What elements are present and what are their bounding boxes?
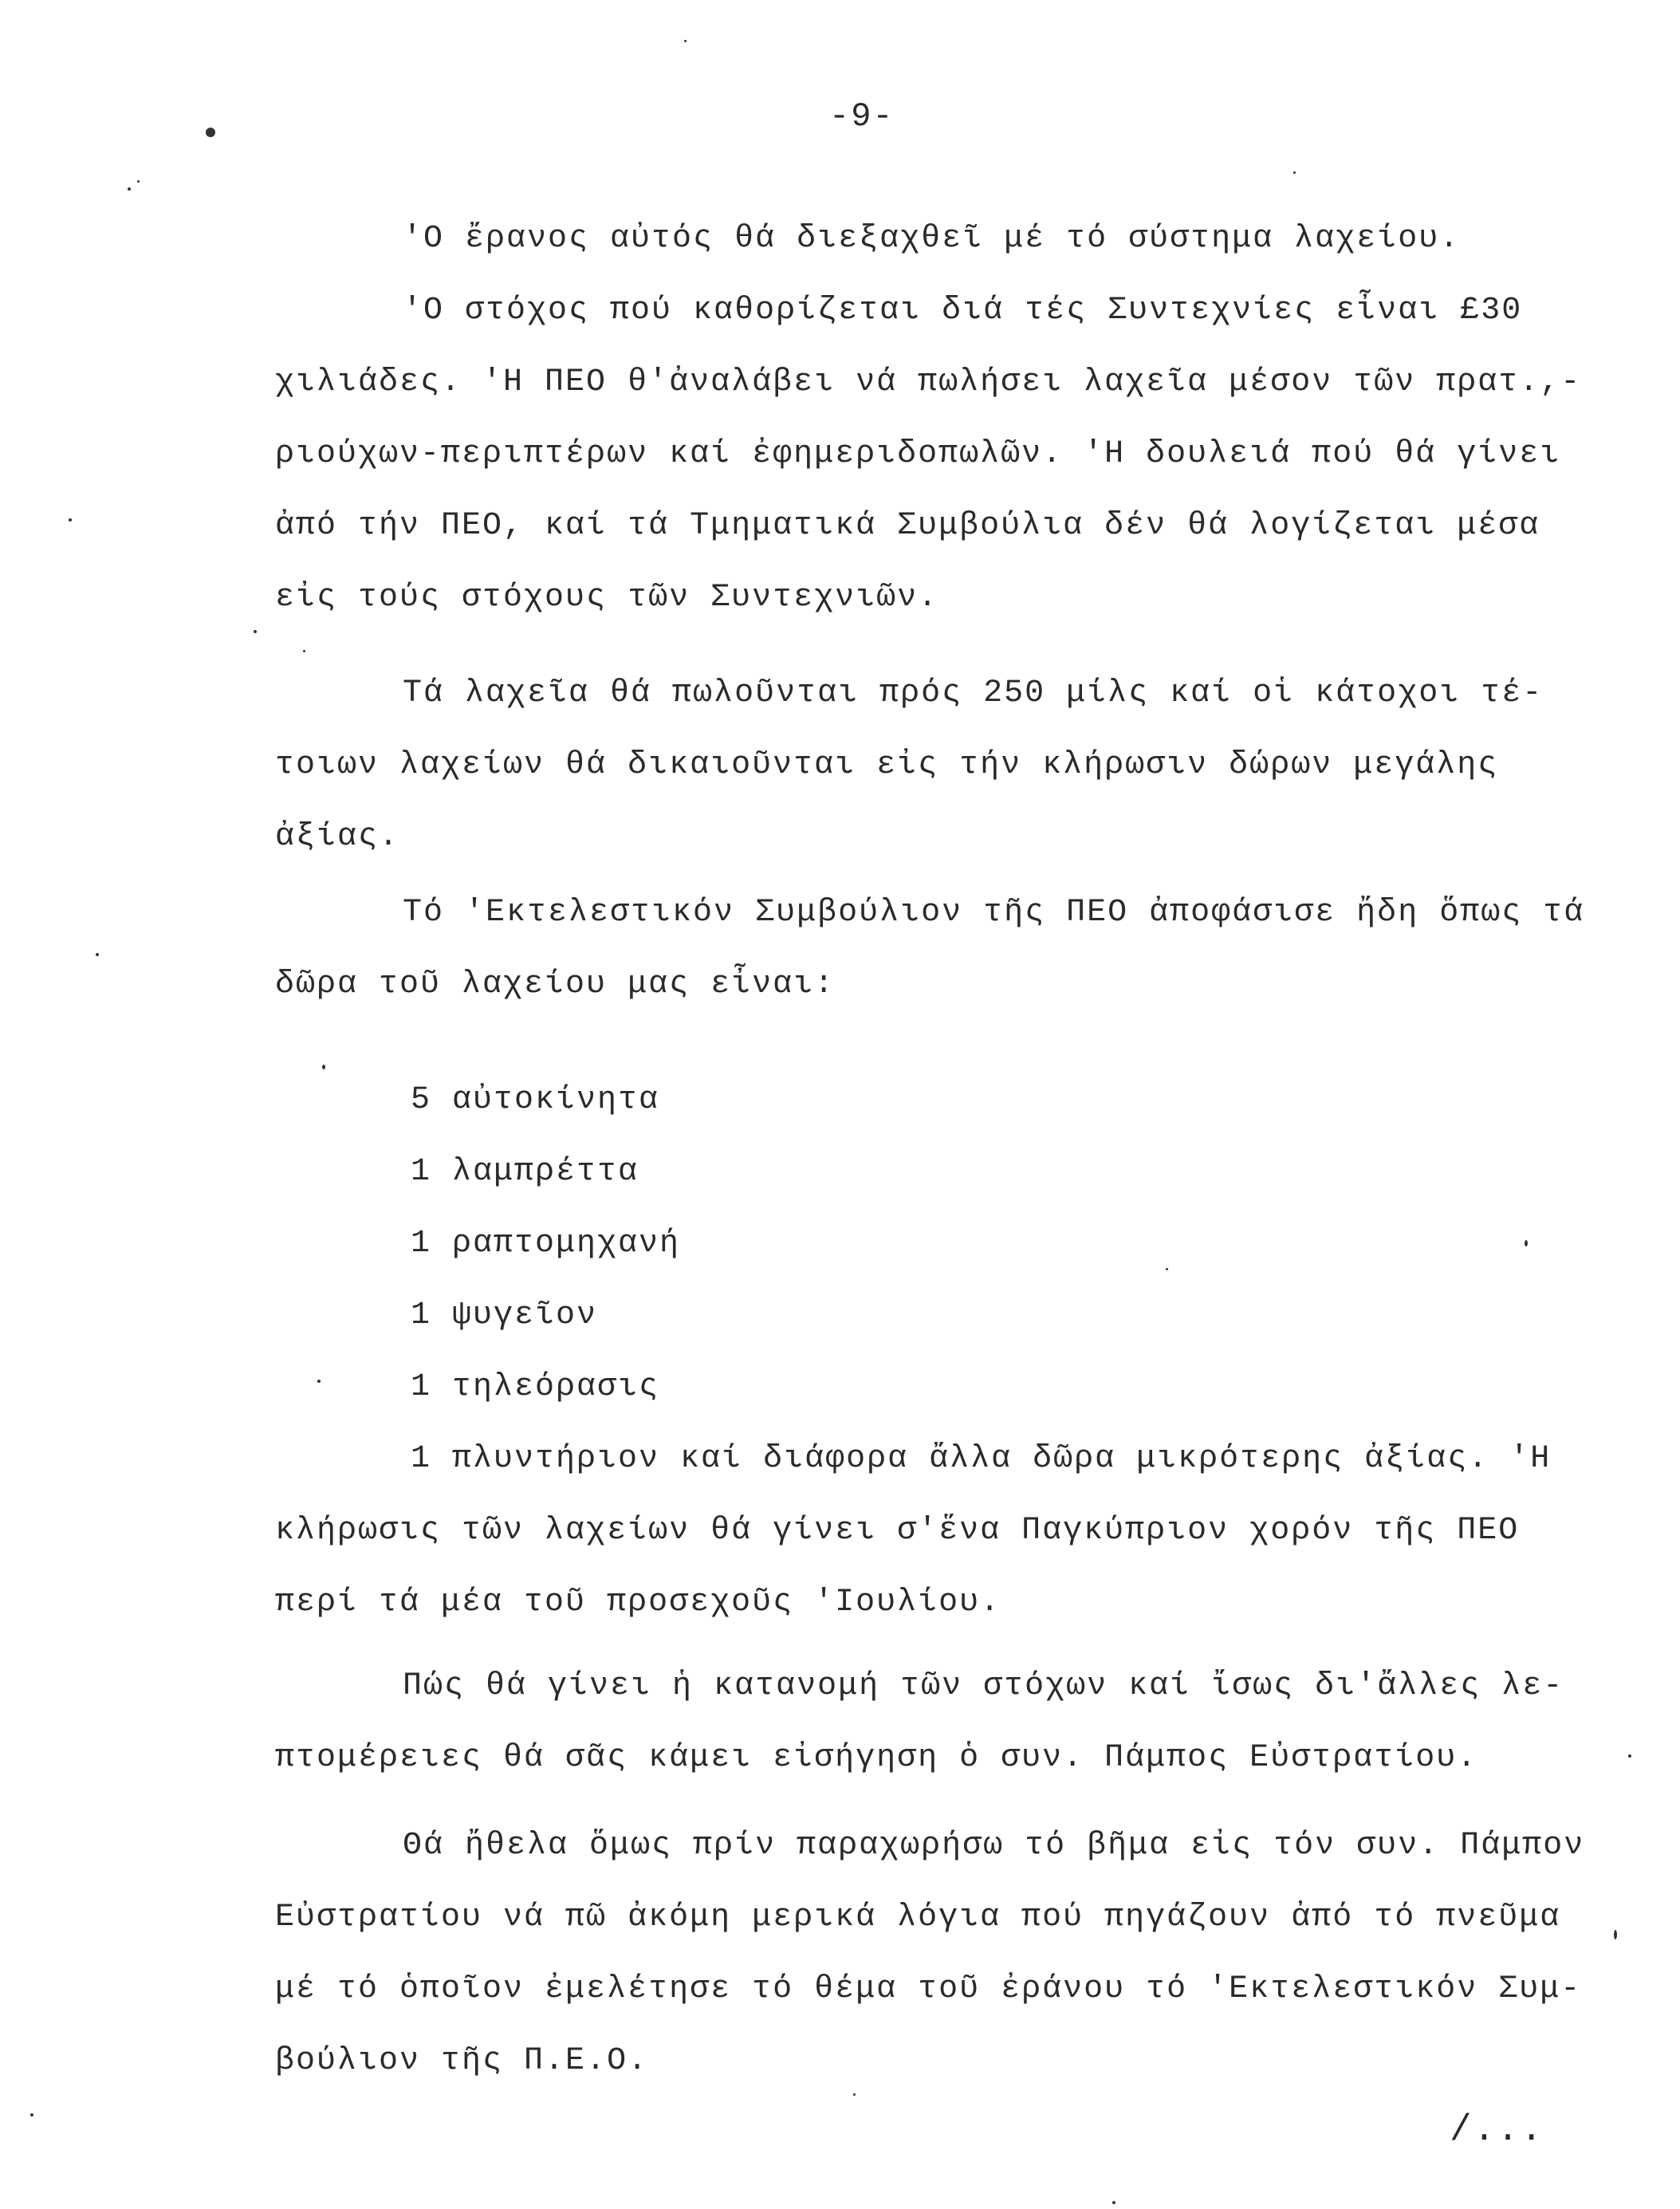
text-line: περί τά μέα τοῦ προσεχοῦς 'Ιουλίου.	[275, 1585, 1001, 1620]
prize-list-item: 1 ραπτομηχανή	[411, 1226, 681, 1262]
text-line: χιλιάδες. 'Η ΠΕΟ θ'ἀναλάβει νά πωλήσει λαχεῖα μέσον τῶν πρατ.,-	[275, 364, 1582, 400]
prize-list-item: 5 αὐτοκίνητα	[411, 1082, 660, 1118]
scan-speck	[254, 630, 257, 633]
scan-speck	[684, 40, 687, 42]
scan-speck	[1614, 1930, 1617, 1939]
scan-speck	[1166, 1268, 1168, 1270]
scan-speck	[1293, 171, 1296, 174]
scan-speck	[128, 187, 131, 191]
text-line: 1 πλυντήριον καί διάφορα ἄλλα δῶρα μικρότερης ἀξίας. 'Η	[411, 1441, 1552, 1477]
scan-speck	[30, 2113, 33, 2116]
text-line: τοιων λαχείων θά δικαιοῦνται εἰς τήν κλήρωσιν δώρων μεγάλης	[275, 747, 1499, 783]
text-line: 'Ο στόχος πού καθορίζεται διά τές Συντεχνίες εἶναι £30	[403, 293, 1523, 329]
text-line: Θά ἤθελα ὅμως πρίν παραχωρήσω τό βῆμα εἰς τόν συν. Πάμπον	[403, 1828, 1585, 1864]
scan-speck	[1525, 1240, 1528, 1246]
text-line: Πώς θά γίνει ἡ κατανομή τῶν στόχων καί ἴσως δι'ἄλλες λε-	[403, 1668, 1564, 1704]
scan-speck	[317, 1380, 321, 1383]
text-line: μέ τό ὁποῖον ἐμελέτησε τό θέμα τοῦ ἐράνου τό 'Εκτελεστικόν Συμ-	[275, 1971, 1582, 2007]
scan-speck	[1112, 2201, 1115, 2204]
text-line: ριούχων-περιπτέρων καί ἐφημεριδοπωλῶν. 'Η δουλειά πού θά γίνει	[275, 436, 1561, 472]
scan-speck	[322, 1065, 325, 1069]
scan-speck	[69, 518, 72, 522]
text-line: Εὐστρατίου νά πῶ ἀκόμη μερικά λόγια πού πηγάζουν ἀπό τό πνεῦμα	[275, 1900, 1561, 1935]
page-number: -9-	[829, 97, 895, 136]
text-line: ἀπό τήν ΠΕΟ, καί τά Τμηματικά Συμβούλια δέν θά λογίζεται μέσα	[275, 508, 1540, 544]
scan-speck	[1628, 1754, 1631, 1758]
prize-list-item: 1 λαμπρέττα	[411, 1154, 639, 1190]
scan-speck	[303, 650, 305, 652]
scan-speck	[137, 180, 140, 183]
text-line: δῶρα τοῦ λαχείου μας εἶναι:	[275, 967, 836, 1002]
text-line: 'Ο ἔρανος αὐτός θά διεξαχθεῖ μέ τό σύστημα λαχείου.	[403, 221, 1461, 257]
continuation-mark: /...	[1450, 2109, 1544, 2151]
scan-speck	[853, 2093, 856, 2096]
text-line: πτομέρειες θά σᾶς κάμει εἰσήγηση ὁ συν. Πάμπος Εὐστρατίου.	[275, 1740, 1478, 1776]
text-line: Τά λαχεῖα θά πωλοῦνται πρός 250 μίλς καί οἱ κάτοχοι τέ-	[403, 675, 1544, 711]
scan-speck	[96, 953, 99, 956]
text-line: Τό 'Εκτελεστικόν Συμβούλιον τῆς ΠΕΟ ἀποφάσισε ἤδη ὅπως τά	[403, 895, 1585, 931]
text-line: ἀξίας.	[275, 819, 400, 855]
text-line: βούλιον τῆς Π.Ε.Ο.	[275, 2043, 649, 2079]
prize-list-item: 1 ψυγεῖον	[411, 1297, 598, 1333]
text-line: εἰς τούς στόχους τῶν Συντεχνιῶν.	[275, 580, 939, 616]
prize-list-item: 1 τηλεόρασις	[411, 1369, 660, 1405]
text-line: κλήρωσις τῶν λαχείων θά γίνει σ'ἕνα Παγκύπριον χορόν τῆς ΠΕΟ	[275, 1513, 1520, 1549]
scan-speck	[206, 128, 215, 137]
